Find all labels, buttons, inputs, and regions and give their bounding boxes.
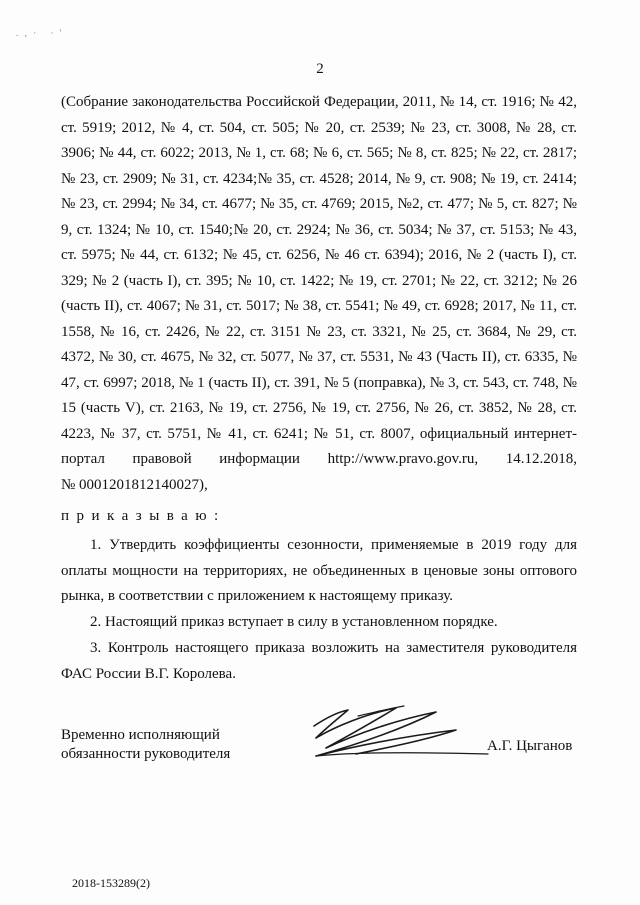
handwritten-signature: [296, 696, 496, 776]
citation-line: № 23, ст. 2909; № 31, ст. 4234;№ 35, ст. 4528; 2014, № 9, ст. 908; № 19, ст. 2414;: [61, 170, 577, 187]
order-item-3: [61, 636, 577, 687]
citation-line: портал правовой информации http://www.pravo.gov.ru, 14.12.2018,: [61, 451, 577, 467]
item-line: 1. Утвердить коэффициенты сезонности, применяемые в 2019 году для: [90, 537, 577, 553]
citation-line: 329; № 2 (часть I), ст. 395; № 10, ст. 1422; № 19, ст. 2701; № 22, ст. 3212; № 26: [61, 272, 577, 289]
citation-line: 15 (часть V), ст. 2163, № 19, ст. 2756, № 19, ст. 2756, № 26, ст. 3852, № 28, ст.: [61, 400, 577, 416]
order-word: приказываю:: [61, 508, 226, 524]
item-line: рынка, в соответствии с приложением к настоящему приказу.: [61, 588, 453, 604]
signatory-position-line: обязанности руководителя: [61, 746, 231, 762]
citation-line: 9, ст. 1324; № 10, ст. 1540;№ 20, ст. 2924; № 36, ст. 5034; № 37, ст. 5153; № 43,: [61, 221, 577, 238]
item-line: ФАС России В.Г. Королева.: [61, 665, 236, 682]
citation-line: № 23, ст. 2994; № 34, ст. 4677; № 35, ст. 4769; 2015, №2, ст. 477; № 5, ст. 827; №: [61, 196, 577, 212]
margin-marks: .‚· ·': [16, 28, 68, 38]
signatory-position-line: Временно исполняющий: [61, 727, 220, 743]
document-number: 2018-153289(2): [72, 876, 150, 890]
order-item-1: [61, 533, 577, 610]
item-line: 3. Контроль настоящего приказа возложить на заместителя руководителя: [90, 640, 577, 656]
citation-line: 1558, № 16, ст. 2426, № 22, ст. 3151 № 23, ст. 3321, № 25, ст. 3684, № 29, ст.: [61, 323, 577, 340]
citation-line: (часть II), ст. 4067; № 31, ст. 5017; № 38, ст. 5541; № 49, ст. 6928; 2017, № 11, ст.: [61, 298, 577, 314]
citation-line: 4223, № 37, ст. 5751, № 41, ст. 6241; № 51, ст. 8007, официальный интернет-: [61, 425, 577, 442]
item-line: 2. Настоящий приказ вступает в силу в установленном порядке.: [90, 614, 498, 630]
citation-line: 4372, № 30, ст. 4675, № 32, ст. 5077, № 37, ст. 5531, № 43 (Часть II), ст. 6335, №: [61, 349, 577, 365]
page-number: 2: [316, 61, 324, 77]
order-item-2: [61, 610, 577, 636]
citation-line: ст. 5919; 2012, № 4, ст. 504, ст. 505; № 20, ст. 2539; № 23, ст. 3008, № 28, ст.: [61, 119, 577, 136]
citation-line: (Собрание законодательства Российской Федерации, 2011, № 14, ст. 1916; № 42,: [61, 94, 577, 110]
citation-line: 47, ст. 6997; 2018, № 1 (часть II), ст. 391, № 5 (поправка), № 3, ст. 543, ст. 748, №: [61, 374, 577, 391]
signatory-name: А.Г. Цыганов: [487, 738, 573, 754]
legal-citation-paragraph: [61, 90, 577, 498]
signatory-position: [61, 726, 230, 764]
item-line: оплаты мощности на территориях, не объединенных в ценовые зоны оптового: [61, 562, 577, 579]
citation-line: № 0001201812140027),: [61, 476, 208, 493]
citation-line: 3906; № 44, ст. 6022; 2013, № 1, ст. 68; № 6, ст. 565; № 8, ст. 825; № 22, ст. 2817;: [61, 145, 577, 161]
citation-line: ст. 5975; № 44, ст. 6132; № 45, ст. 6256, № 46 ст. 6394); 2016, № 2 (часть I), ст.: [61, 247, 577, 263]
